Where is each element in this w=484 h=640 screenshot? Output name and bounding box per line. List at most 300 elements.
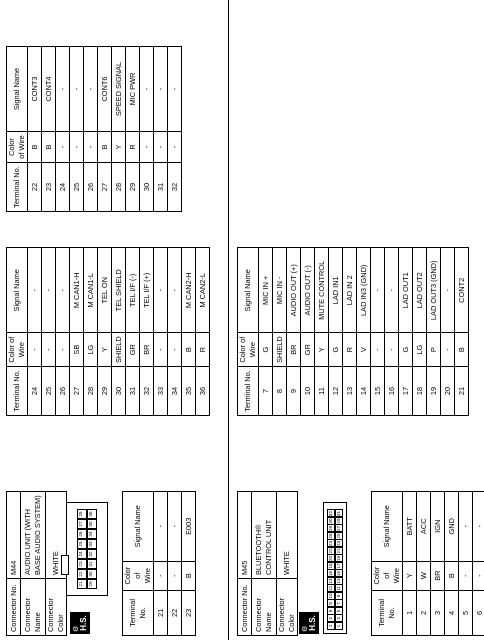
connector-pin: 1 bbox=[335, 622, 343, 630]
terminal-no-cell: 7 bbox=[259, 367, 273, 416]
signal-name-cell: M CAN2-H bbox=[182, 248, 196, 333]
signal-name-cell: CONT2 bbox=[455, 248, 469, 333]
wire-color-cell: SB bbox=[70, 333, 84, 367]
table-row bbox=[371, 248, 385, 416]
terminal-no-cell: 34 bbox=[168, 367, 182, 416]
signal-name-cell: GND bbox=[445, 492, 459, 562]
info-row bbox=[21, 492, 46, 636]
signal-name-cell: - bbox=[154, 492, 168, 562]
wire-color-cell: B bbox=[455, 333, 469, 367]
connector-pin: 25 bbox=[77, 539, 87, 549]
table-row bbox=[140, 248, 154, 416]
terminal-no-cell: 35 bbox=[182, 367, 196, 416]
connector-icon: ⚙ bbox=[302, 625, 309, 632]
wire-color-cell: BR bbox=[140, 333, 154, 367]
table-row bbox=[399, 248, 413, 416]
table-row bbox=[441, 248, 455, 416]
terminal-no-header: Terminal No. bbox=[123, 590, 154, 635]
info-row bbox=[7, 492, 21, 636]
wire-color-cell: B bbox=[182, 333, 196, 367]
connector-color-value: WHITE bbox=[277, 492, 298, 579]
connector-pin: 28 bbox=[328, 525, 333, 532]
wire-color-cell: Y bbox=[403, 561, 417, 590]
table-header bbox=[123, 492, 154, 636]
wire-color-cell: - bbox=[473, 561, 484, 590]
wire-color-cell: - bbox=[70, 132, 84, 163]
connector-pin: 4 bbox=[327, 615, 335, 623]
signal-name-cell: TEL I/F (-) bbox=[126, 248, 140, 333]
terminal-no-cell: 27 bbox=[98, 163, 112, 212]
wire-color-cell: SHIELD bbox=[273, 333, 287, 367]
m44-rows-a bbox=[154, 492, 196, 636]
table-row bbox=[98, 47, 112, 212]
wire-color-cell: - bbox=[154, 561, 168, 590]
signal-name-cell: MIC PWR bbox=[126, 47, 140, 132]
signal-name-cell: AUDIO OUT (-) bbox=[301, 248, 315, 333]
connector-pin: 11 bbox=[335, 586, 341, 591]
wire-color-cell: R bbox=[196, 333, 210, 367]
table-header bbox=[238, 248, 259, 416]
hs-label: H.S. bbox=[79, 615, 88, 631]
terminal-no-cell: 22 bbox=[168, 590, 182, 635]
signal-name-cell: - bbox=[56, 47, 70, 132]
terminal-no-cell: 23 bbox=[182, 590, 196, 635]
color-of-wire-header: Color of Wire bbox=[7, 132, 28, 163]
terminal-no-cell: 26 bbox=[84, 163, 98, 212]
connector-color-label: Connector Color bbox=[46, 579, 67, 636]
terminal-no-header: Terminal No. bbox=[7, 163, 28, 212]
m44-table-c-block bbox=[6, 46, 182, 212]
wire-color-cell: LG bbox=[413, 333, 427, 367]
table-row bbox=[28, 47, 42, 212]
connector-pin: 16 bbox=[328, 570, 333, 577]
wire-color-cell: - bbox=[168, 132, 182, 163]
m44-terminal-table-c bbox=[6, 46, 182, 212]
terminal-no-cell: 10 bbox=[301, 367, 315, 416]
table-row bbox=[273, 248, 287, 416]
color-of-wire-header: Color of Wire bbox=[372, 561, 403, 590]
signal-name-header: Signal Name bbox=[123, 492, 154, 562]
wire-color-cell: P bbox=[427, 333, 441, 367]
connector-no-label: Connector No. bbox=[238, 579, 252, 636]
wire-color-cell: - bbox=[168, 333, 182, 367]
connector-no-value: M45 bbox=[238, 492, 252, 579]
connector-pin: 21 bbox=[77, 579, 87, 589]
wire-color-cell: - bbox=[154, 132, 168, 163]
signal-name-cell: LAD IN 2 bbox=[343, 248, 357, 333]
wire-color-cell: G bbox=[329, 333, 343, 367]
table-row bbox=[70, 47, 84, 212]
wire-color-cell: - bbox=[371, 333, 385, 367]
terminal-no-cell: 6 bbox=[473, 590, 484, 635]
terminal-no-cell: 25 bbox=[42, 367, 56, 416]
terminal-no-cell: 15 bbox=[371, 367, 385, 416]
connector-pin: 10 bbox=[328, 593, 333, 599]
m45-info-block bbox=[237, 491, 484, 636]
m45-terminal-table-b bbox=[237, 247, 469, 416]
table-row bbox=[84, 47, 98, 212]
connector-pin: 13 bbox=[335, 578, 341, 584]
table-row bbox=[455, 248, 469, 416]
table-row bbox=[70, 248, 84, 416]
color-of-wire-header: Color of Wire bbox=[7, 333, 28, 367]
signal-name-cell: M CAN1-L bbox=[84, 248, 98, 333]
terminal-no-cell: 18 bbox=[413, 367, 427, 416]
connector-pin: 36 bbox=[87, 509, 97, 519]
connector-pin: 29 bbox=[335, 518, 341, 524]
section-divider bbox=[228, 0, 229, 640]
terminal-no-cell: 31 bbox=[154, 163, 168, 212]
wire-color-cell: B bbox=[182, 561, 196, 590]
connector-pin: 30 bbox=[328, 518, 333, 524]
signal-name-cell: LAD IN1 bbox=[329, 248, 343, 333]
signal-name-cell: - bbox=[385, 248, 399, 333]
table-row bbox=[42, 47, 56, 212]
terminal-no-cell: 19 bbox=[427, 367, 441, 416]
connector-pin: 24 bbox=[77, 549, 87, 559]
connector-pin: 30 bbox=[87, 569, 97, 579]
terminal-no-header: Terminal No. bbox=[238, 367, 259, 416]
table-row bbox=[287, 248, 301, 416]
terminal-no-cell: 28 bbox=[84, 367, 98, 416]
signal-name-cell: LAD IN3 (GND) bbox=[357, 248, 371, 333]
signal-name-cell: - bbox=[140, 47, 154, 132]
table-row bbox=[459, 492, 473, 636]
connector-pin: 28 bbox=[77, 509, 87, 519]
signal-name-cell: - bbox=[56, 248, 70, 333]
terminal-no-header: Terminal No. bbox=[372, 590, 403, 635]
terminal-no-cell: 3 bbox=[431, 590, 445, 635]
table-row bbox=[42, 248, 56, 416]
signal-name-cell: - bbox=[473, 492, 484, 562]
m44-info-block bbox=[6, 491, 193, 636]
connector-pin: 29 bbox=[87, 579, 97, 589]
table-row bbox=[154, 492, 168, 636]
table-row bbox=[301, 248, 315, 416]
table-row bbox=[182, 248, 196, 416]
terminal-no-cell: 21 bbox=[154, 590, 168, 635]
table-header bbox=[372, 492, 403, 636]
wire-color-cell: GR bbox=[126, 333, 140, 367]
connector-pin: 23 bbox=[77, 559, 87, 569]
wire-color-cell: B bbox=[42, 132, 56, 163]
connector-color-label: Connector Color bbox=[277, 579, 298, 636]
terminal-no-cell: 23 bbox=[42, 163, 56, 212]
connector-pin: 34 bbox=[87, 529, 97, 539]
signal-name-cell: - bbox=[28, 248, 42, 333]
wire-color-cell: R bbox=[126, 132, 140, 163]
connector-pin: 35 bbox=[87, 519, 97, 529]
table-row bbox=[154, 248, 168, 416]
signal-name-header: Signal Name bbox=[7, 248, 28, 333]
terminal-no-header: Terminal No. bbox=[7, 367, 28, 416]
table-row bbox=[126, 248, 140, 416]
wire-color-cell: - bbox=[28, 333, 42, 367]
terminal-no-cell: 9 bbox=[287, 367, 301, 416]
table-row bbox=[445, 492, 459, 636]
signal-name-cell: TEL SHIELD bbox=[112, 248, 126, 333]
signal-name-cell: TEL ON bbox=[98, 248, 112, 333]
connector-pin: 15 bbox=[335, 570, 341, 577]
connector-pin: 9 bbox=[335, 592, 343, 600]
m45-table-b-block bbox=[237, 247, 469, 416]
m44-terminal-table-b bbox=[6, 247, 210, 416]
terminal-no-cell: 24 bbox=[56, 163, 70, 212]
m44-connector-face bbox=[66, 502, 108, 596]
terminal-no-cell: 8 bbox=[273, 367, 287, 416]
color-of-wire-header: Color of Wire bbox=[238, 333, 259, 367]
wire-color-cell: - bbox=[385, 333, 399, 367]
table-row bbox=[126, 47, 140, 212]
wire-color-cell: W bbox=[417, 561, 431, 590]
wire-color-cell: - bbox=[42, 333, 56, 367]
signal-name-cell: SPEED SIGNAL bbox=[112, 47, 126, 132]
signal-name-cell: LAD OUT2 bbox=[413, 248, 427, 333]
connector-pin: 22 bbox=[328, 548, 333, 554]
m44-rows-c bbox=[28, 47, 182, 212]
signal-name-cell: - bbox=[70, 47, 84, 132]
info-row bbox=[277, 492, 298, 636]
table-row bbox=[357, 248, 371, 416]
signal-name-cell: - bbox=[168, 492, 182, 562]
connector-pin: 3 bbox=[335, 615, 343, 623]
terminal-no-cell: 29 bbox=[126, 163, 140, 212]
connector-pin: 25 bbox=[335, 533, 341, 539]
connector-color-value: WHITE bbox=[46, 492, 67, 579]
wire-color-cell: Y bbox=[315, 333, 329, 367]
wire-color-cell: V bbox=[357, 333, 371, 367]
m44-table-b-block bbox=[6, 247, 210, 416]
table-row bbox=[56, 47, 70, 212]
table-row bbox=[473, 492, 484, 636]
connector-pin: 31 bbox=[335, 510, 341, 517]
connector-pin: 32 bbox=[87, 549, 97, 559]
hs-symbol bbox=[299, 612, 319, 634]
signal-name-cell: BATT bbox=[403, 492, 417, 562]
terminal-no-cell: 20 bbox=[441, 367, 455, 416]
wire-color-cell: G bbox=[399, 333, 413, 367]
signal-name-cell: CONT3 bbox=[28, 47, 42, 132]
table-row bbox=[343, 248, 357, 416]
signal-name-cell: - bbox=[154, 248, 168, 333]
table-row bbox=[56, 248, 70, 416]
connector-no-label: Connector No. bbox=[7, 579, 21, 636]
table-row bbox=[168, 492, 182, 636]
m44-section bbox=[6, 0, 222, 640]
terminal-no-cell: 17 bbox=[399, 367, 413, 416]
table-row bbox=[196, 248, 210, 416]
connector-icon: ⚙ bbox=[73, 625, 80, 632]
connector-pin: 27 bbox=[335, 525, 341, 532]
wire-color-cell: SHIELD bbox=[112, 333, 126, 367]
wire-color-cell: Y bbox=[98, 333, 112, 367]
signal-name-header: Signal Name bbox=[372, 492, 403, 562]
table-row bbox=[417, 492, 431, 636]
wire-color-cell: BR bbox=[287, 333, 301, 367]
terminal-no-cell: 30 bbox=[112, 367, 126, 416]
signal-name-cell: - bbox=[84, 47, 98, 132]
connector-pin: 24 bbox=[328, 540, 333, 547]
wire-color-cell: GR bbox=[301, 333, 315, 367]
terminal-no-cell: 22 bbox=[28, 163, 42, 212]
m45-info-table bbox=[237, 491, 298, 636]
connector-name-value: BLUETOOTH® CONTROL UNIT bbox=[252, 492, 277, 579]
wire-color-cell: - bbox=[84, 132, 98, 163]
terminal-no-cell: 25 bbox=[70, 163, 84, 212]
terminal-no-cell: 28 bbox=[112, 163, 126, 212]
connector-pin: 2 bbox=[327, 622, 335, 630]
connector-name-label: Connector Name bbox=[21, 579, 46, 636]
signal-name-cell: M CAN2-L bbox=[196, 248, 210, 333]
connector-pin: 26 bbox=[77, 529, 87, 539]
table-row bbox=[431, 492, 445, 636]
info-row bbox=[252, 492, 277, 636]
terminal-no-cell: 26 bbox=[56, 367, 70, 416]
table-row bbox=[329, 248, 343, 416]
info-row bbox=[238, 492, 252, 636]
connector-pin: 31 bbox=[87, 559, 97, 569]
connector-pin: 5 bbox=[335, 607, 343, 615]
signal-name-cell: - bbox=[459, 492, 473, 562]
table-row bbox=[168, 248, 182, 416]
terminal-no-cell: 1 bbox=[403, 590, 417, 635]
connector-name-label: Connector Name bbox=[252, 579, 277, 636]
m45-rows-a bbox=[403, 492, 484, 636]
signal-name-header: Signal Name bbox=[238, 248, 259, 333]
wire-color-cell: - bbox=[140, 132, 154, 163]
connector-pin: 12 bbox=[328, 585, 333, 592]
table-row bbox=[385, 248, 399, 416]
m45-connector-face bbox=[323, 502, 347, 634]
table-row bbox=[140, 47, 154, 212]
connector-pin: 20 bbox=[328, 555, 333, 562]
table-row bbox=[28, 248, 42, 416]
terminal-no-cell: 33 bbox=[154, 367, 168, 416]
wire-color-cell: - bbox=[56, 132, 70, 163]
table-row bbox=[427, 248, 441, 416]
signal-name-cell: M CAN1-H bbox=[70, 248, 84, 333]
terminal-no-cell: 27 bbox=[70, 367, 84, 416]
signal-name-cell: CONT6 bbox=[98, 47, 112, 132]
signal-name-cell: AUDIO OUT (+) bbox=[287, 248, 301, 333]
m45-terminal-table-a bbox=[371, 491, 484, 636]
connector-name-value: AUDIO UNIT (WITH BASE AUDIO SYSTEM) bbox=[21, 492, 46, 579]
wire-color-cell: B bbox=[445, 561, 459, 590]
signal-name-cell: CONT4 bbox=[42, 47, 56, 132]
signal-name-cell: LAD OUT3 (GND) bbox=[427, 248, 441, 333]
table-row bbox=[84, 248, 98, 416]
wire-color-cell: - bbox=[459, 561, 473, 590]
table-row bbox=[112, 47, 126, 212]
connector-no-value: M44 bbox=[7, 492, 21, 579]
signal-name-cell: - bbox=[371, 248, 385, 333]
hs-label: H.S. bbox=[308, 615, 317, 631]
terminal-no-cell: 4 bbox=[445, 590, 459, 635]
signal-name-cell: - bbox=[168, 47, 182, 132]
table-row bbox=[168, 47, 182, 212]
connector-pin: 33 bbox=[87, 539, 97, 549]
signal-name-cell: - bbox=[168, 248, 182, 333]
connector-pin: 17 bbox=[335, 563, 341, 569]
terminal-no-cell: 2 bbox=[417, 590, 431, 635]
signal-name-cell: ACC bbox=[417, 492, 431, 562]
wire-color-cell: LG bbox=[84, 333, 98, 367]
signal-name-cell: MIC IN - bbox=[273, 248, 287, 333]
signal-name-cell: - bbox=[42, 248, 56, 333]
terminal-no-cell: 30 bbox=[140, 163, 154, 212]
connector-pin: 14 bbox=[328, 578, 333, 584]
terminal-no-cell: 13 bbox=[343, 367, 357, 416]
m45-rows-b bbox=[259, 248, 469, 416]
hs-symbol bbox=[70, 612, 90, 634]
table-row bbox=[182, 492, 196, 636]
connector-pin: 22 bbox=[77, 569, 87, 579]
terminal-no-cell: 12 bbox=[329, 367, 343, 416]
connector-pin: 6 bbox=[327, 607, 335, 615]
table-header bbox=[7, 248, 28, 416]
wire-color-cell: - bbox=[168, 561, 182, 590]
signal-name-cell: E003 bbox=[182, 492, 196, 562]
wire-color-cell: G bbox=[259, 333, 273, 367]
signal-name-cell: IGN bbox=[431, 492, 445, 562]
terminal-no-cell: 16 bbox=[385, 367, 399, 416]
m44-terminal-table-a bbox=[122, 491, 196, 636]
table-row bbox=[259, 248, 273, 416]
terminal-no-cell: 11 bbox=[315, 367, 329, 416]
signal-name-header: Signal Name bbox=[7, 47, 28, 132]
table-row bbox=[98, 248, 112, 416]
terminal-no-cell: 29 bbox=[98, 367, 112, 416]
connector-pin: 19 bbox=[335, 555, 341, 562]
table-row bbox=[154, 47, 168, 212]
signal-name-cell: TEL I/F (+) bbox=[140, 248, 154, 333]
wire-color-cell: B bbox=[98, 132, 112, 163]
terminal-no-cell: 24 bbox=[28, 367, 42, 416]
wire-color-cell: - bbox=[154, 333, 168, 367]
terminal-no-cell: 32 bbox=[168, 163, 182, 212]
connector-pin: 7 bbox=[335, 600, 343, 608]
wire-color-cell: Y bbox=[112, 132, 126, 163]
table-row bbox=[403, 492, 417, 636]
connector-pin: 23 bbox=[335, 540, 341, 547]
signal-name-cell: - bbox=[154, 47, 168, 132]
terminal-no-cell: 5 bbox=[459, 590, 473, 635]
terminal-no-cell: 31 bbox=[126, 367, 140, 416]
connector-pin: 18 bbox=[328, 563, 333, 569]
wire-color-cell: B bbox=[28, 132, 42, 163]
terminal-no-cell: 32 bbox=[140, 367, 154, 416]
terminal-no-cell: 14 bbox=[357, 367, 371, 416]
signal-name-cell: MUTE CONTROL bbox=[315, 248, 329, 333]
m44-rows-b bbox=[28, 248, 210, 416]
terminal-no-cell: 36 bbox=[196, 367, 210, 416]
signal-name-cell: - bbox=[441, 248, 455, 333]
wire-color-cell: - bbox=[441, 333, 455, 367]
connector-pin: 27 bbox=[77, 519, 87, 529]
connector-pin: 8 bbox=[327, 600, 335, 608]
color-of-wire-header: Color of Wire bbox=[123, 561, 154, 590]
m44-info-table bbox=[6, 491, 67, 636]
wire-color-cell: - bbox=[56, 333, 70, 367]
wire-color-cell: R bbox=[343, 333, 357, 367]
table-row bbox=[315, 248, 329, 416]
connector-latch bbox=[61, 555, 69, 575]
table-row bbox=[413, 248, 427, 416]
signal-name-cell: LAD OUT1 bbox=[399, 248, 413, 333]
connector-pin: 21 bbox=[335, 548, 341, 554]
connector-pin: 32 bbox=[328, 510, 333, 517]
table-row bbox=[112, 248, 126, 416]
